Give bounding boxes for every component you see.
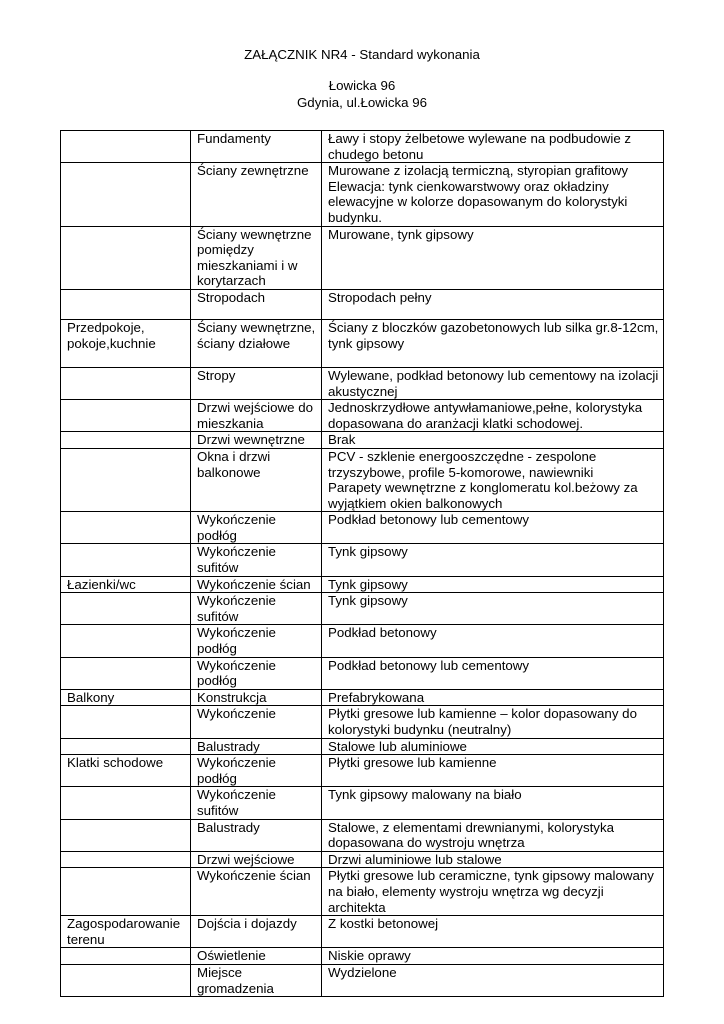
standard-cell: Płytki gresowe lub kamienne – kolor dopasowany do kolorystyki budynku (neutralny) bbox=[322, 706, 664, 738]
element-cell: Drzwi wejściowe do mieszkania bbox=[191, 400, 322, 432]
section-cell bbox=[61, 948, 191, 965]
element-cell: Ściany wewnętrzne pomiędzy mieszkaniami i w korytarzach bbox=[191, 226, 322, 289]
section-cell bbox=[61, 738, 191, 755]
table-row bbox=[61, 819, 664, 851]
table-row bbox=[61, 319, 664, 367]
element-cell: Stropy bbox=[191, 367, 322, 399]
section-cell bbox=[61, 226, 191, 289]
standard-cell: Jednoskrzydłowe antywłamaniowe,pełne, kolorystyka dopasowana do aranżacji klatki schodowej. bbox=[322, 400, 664, 432]
standard-cell: Wydzielone bbox=[322, 964, 664, 996]
section-cell bbox=[61, 593, 191, 625]
element-cell: Wykończenie podłóg bbox=[191, 755, 322, 787]
element-cell: Ściany zewnętrzne bbox=[191, 163, 322, 226]
section-cell: Przedpokoje, pokoje,kuchnie bbox=[61, 319, 191, 367]
element-cell: Drzwi wewnętrzne bbox=[191, 432, 322, 449]
section-cell bbox=[61, 964, 191, 996]
standard-cell: Brak bbox=[322, 432, 664, 449]
section-cell bbox=[61, 657, 191, 689]
section-cell: Klatki schodowe bbox=[61, 755, 191, 787]
element-cell: Dojścia i dojazdy bbox=[191, 916, 322, 948]
table-row bbox=[61, 657, 664, 689]
section-cell bbox=[61, 851, 191, 868]
element-cell: Wykończenie sufitów bbox=[191, 544, 322, 576]
section-cell: Zagospodarowanie terenu bbox=[61, 916, 191, 948]
standard-cell: Z kostki betonowej bbox=[322, 916, 664, 948]
element-cell: Wykończenie ścian bbox=[191, 868, 322, 916]
section-cell bbox=[61, 131, 191, 163]
standard-cell: Tynk gipsowy bbox=[322, 544, 664, 576]
element-cell: Miejsce gromadzenia bbox=[191, 964, 322, 996]
element-cell: Konstrukcja bbox=[191, 689, 322, 706]
table-row bbox=[61, 868, 664, 916]
table-row bbox=[61, 512, 664, 544]
section-cell bbox=[61, 163, 191, 226]
element-cell: Wykończenie sufitów bbox=[191, 787, 322, 819]
standard-cell: Stalowe, z elementami drewnianymi, kolorystyka dopasowana do wystroju wnętrza bbox=[322, 819, 664, 851]
standard-cell: Wylewane, podkład betonowy lub cementowy na izolacji akustycznej bbox=[322, 367, 664, 399]
element-cell: Wykończenie ścian bbox=[191, 576, 322, 593]
table-row bbox=[61, 755, 664, 787]
element-cell: Stropodach bbox=[191, 289, 322, 319]
section-cell bbox=[61, 432, 191, 449]
table-row bbox=[61, 544, 664, 576]
standard-cell: Płytki gresowe lub kamienne bbox=[322, 755, 664, 787]
address-line-2: Gdynia, ul.Łowicka 96 bbox=[296, 95, 428, 110]
standard-cell: Murowane, tynk gipsowy bbox=[322, 226, 664, 289]
standard-cell: Prefabrykowana bbox=[322, 689, 664, 706]
section-cell bbox=[61, 289, 191, 319]
standard-cell: Podkład betonowy lub cementowy bbox=[322, 657, 664, 689]
section-cell bbox=[61, 448, 191, 511]
table-row bbox=[61, 163, 664, 226]
table-row bbox=[61, 625, 664, 657]
table-row bbox=[61, 576, 664, 593]
element-cell: Wykończenie sufitów bbox=[191, 593, 322, 625]
table-row bbox=[61, 964, 664, 996]
standard-cell: Tynk gipsowy bbox=[322, 593, 664, 625]
section-cell: Łazienki/wc bbox=[61, 576, 191, 593]
section-cell bbox=[61, 787, 191, 819]
section-cell bbox=[61, 400, 191, 432]
element-cell: Wykończenie bbox=[191, 706, 322, 738]
element-cell: Wykończenie podłóg bbox=[191, 625, 322, 657]
element-cell: Drzwi wejściowe bbox=[191, 851, 322, 868]
address-line-1: Łowicka 96 bbox=[328, 78, 396, 93]
element-cell: Balustrady bbox=[191, 819, 322, 851]
standard-table bbox=[60, 130, 664, 997]
table-row bbox=[61, 289, 664, 319]
table-row bbox=[61, 689, 664, 706]
standard-line: Elewacja: tynk cienkowarstwowy oraz okładziny elewacyjne w kolorze dopasowanym do kolorystyki budynku. bbox=[328, 178, 628, 225]
table-row bbox=[61, 916, 664, 948]
standard-cell: Tynk gipsowy bbox=[322, 576, 664, 593]
table-row bbox=[61, 400, 664, 432]
section-cell bbox=[61, 367, 191, 399]
table-row bbox=[61, 131, 664, 163]
table-row bbox=[61, 738, 664, 755]
table-row bbox=[61, 851, 664, 868]
standard-cell bbox=[322, 163, 664, 226]
element-cell: Balustrady bbox=[191, 738, 322, 755]
table-row bbox=[61, 787, 664, 819]
standard-line: PCV - szklenie energooszczędne - zespolone trzyszybowe, profile 5-komorowe, nawiewniki bbox=[328, 448, 597, 480]
section-cell bbox=[61, 512, 191, 544]
standard-cell: Stalowe lub aluminiowe bbox=[322, 738, 664, 755]
standard-cell: Podkład betonowy bbox=[322, 625, 664, 657]
element-cell: Wykończenie podłóg bbox=[191, 512, 322, 544]
element-cell: Ściany wewnętrzne, ściany działowe bbox=[191, 319, 322, 367]
standard-line: Parapety wewnętrzne z konglomeratu kol.beżowy za wyjątkiem okien balkonowych bbox=[328, 480, 638, 511]
standard-cell: Ławy i stopy żelbetowe wylewane na podbudowie z chudego betonu bbox=[322, 131, 664, 163]
table-row bbox=[61, 432, 664, 449]
table-row bbox=[61, 367, 664, 399]
section-cell bbox=[61, 706, 191, 738]
element-cell: Wykończenie podłóg bbox=[191, 657, 322, 689]
standard-cell: Niskie oprawy bbox=[322, 948, 664, 965]
standard-cell: Tynk gipsowy malowany na biało bbox=[322, 787, 664, 819]
table-row bbox=[61, 948, 664, 965]
table-row bbox=[61, 706, 664, 738]
standard-cell: Drzwi aluminiowe lub stalowe bbox=[322, 851, 664, 868]
element-cell: Okna i drzwi balkonowe bbox=[191, 448, 322, 511]
standard-cell: Podkład betonowy lub cementowy bbox=[322, 512, 664, 544]
element-cell: Fundamenty bbox=[191, 131, 322, 163]
standard-cell: Ściany z bloczków gazobetonowych lub silka gr.8-12cm, tynk gipsowy bbox=[322, 319, 664, 367]
table-row bbox=[61, 448, 664, 511]
standard-cell: Stropodach pełny bbox=[322, 289, 664, 319]
section-cell bbox=[61, 819, 191, 851]
section-cell bbox=[61, 868, 191, 916]
section-cell bbox=[61, 544, 191, 576]
table-row bbox=[61, 593, 664, 625]
table-row bbox=[61, 226, 664, 289]
document-title: ZAŁĄCZNIK NR4 - Standard wykonania bbox=[244, 47, 480, 62]
standard-cell: Płytki gresowe lub ceramiczne, tynk gipsowy malowany na biało, elementy wystroju wnętrza wg decyzji architekta bbox=[322, 868, 664, 916]
section-cell: Balkony bbox=[61, 689, 191, 706]
standard-line: Murowane z izolacją termiczną, styropian grafitowy bbox=[328, 163, 629, 179]
section-cell bbox=[61, 625, 191, 657]
standard-cell bbox=[322, 448, 664, 511]
element-cell: Oświetlenie bbox=[191, 948, 322, 965]
